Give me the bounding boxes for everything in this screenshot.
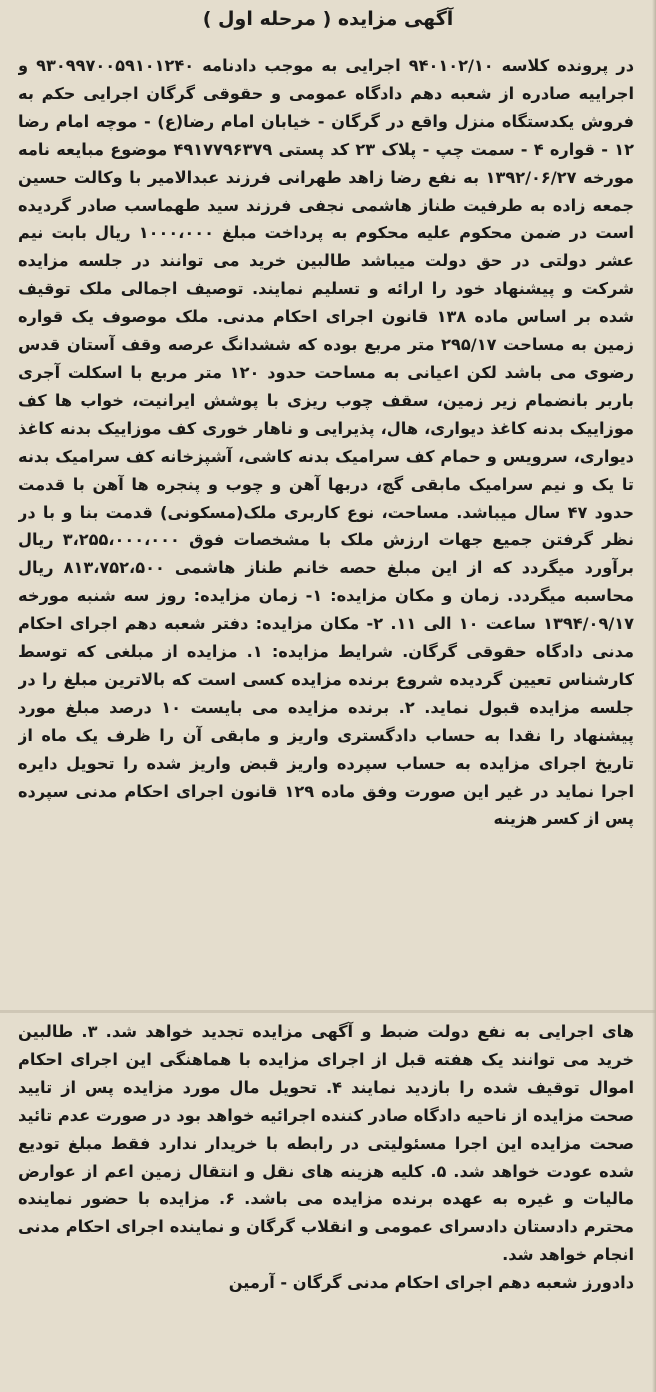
notice-body-part-2: های اجرایی به نفع دولت ضبط و آگهی مزایده تجدید خواهد شد. ۳. طالبین خرید می توانند یک هفته قبل از اجرای مزایده با هماهنگی این اجرای احکام اموال توقیف شده را بازدید نمایند ۴. تحویل مال مورد مزایده پس از تایید صحت مزایده از ناحیه دادگاه صادر کننده اجرائیه خواهد بود در صورت عدم تائید صحت مزایده این اجرا مسئولیتی در رابطه با خریدار ندارد فقط مبلغ تودیع شده عودت خواهد شد. ۵. کلیه هزینه های نقل و انتقال زمین اعم از عوارض مالیات و غیره به عهده برنده مزایده می باشد. ۶. مزایده با حضور نماینده محترم دادستان دادسرای عمومی و انقلاب گرگان و نماینده اجرای احکام مدنی انجام خواهد شد. [18,1022,634,1265]
notice-title: آگهی مزایده ( مرحله اول ) [202,8,454,30]
paper-edge [652,0,656,1392]
notice-signature: دادورز شعبه دهم اجرای احکام مدنی گرگان - آرمین [228,1273,634,1293]
notice-body-part-2-container [18,1018,634,1378]
clipping-fold-divider [0,1010,656,1013]
notice-body-part-1: در پرونده کلاسه ۹۴۰۱۰۲/۱۰ اجرایی به موجب دادنامه ۹۳۰۹۹۷۰۰۵۹۱۰۱۲۴۰ و اجراییه صادره از شعبه دهم دادگاه عمومی و حقوقی گرگان اجرایی حکم به فروش یکدستگاه منزل واقع در گرگان - خیابان امام رضا(ع) - موچه امام رضا ۱۲ - قواره ۴ - سمت چپ - پلاک ۲۳ کد پستی ۴۹۱۷۷۹۶۳۷۹ موضوع مبایعه نامه مورخه ۱۳۹۲/۰۶/۲۷ به نفع رضا زاهد طهرانی فرزند عبدالامیر با وکالت حسین جمعه زاده به طرفیت طناز هاشمی نجفی فرزند سید طهماسب صادر گردیده است در ضمن محکوم علیه محکوم به پرداخت مبلغ ۱۰۰۰،۰۰۰ ریال بابت نیم عشر دولتی در حق دولت میباشد طالبین خرید می توانند در جلسه مزایده شرکت و پیشنهاد خود را ارائه و تسلیم نمایند. توصیف اجمالی ملک توقیف شده بر اساس ماده ۱۳۸ قانون اجرای احکام مدنی. ملک موصوف یک قواره زمین به مساحت ۲۹۵/۱۷ متر مربع بوده که ششدانگ عرصه وقف آستان قدس رضوی می باشد لکن اعیانی به مساحت حدود ۱۲۰ متر مربع با اسکلت آجری باربر بانضمام زیر زمین، سقف چوب ریزی با پوشش ایرانیت، خواب ها کف موزاییک بدنه کاغذ دیواری، هال، پذیرایی و ناهار خوری کف موزاییک بدنه کاغذ دیواری، سرویس و حمام کف سرامیک بدنه کاشی، آشپزخانه کف سرامیک بدنه تا یک و نیم سرامیک مابقی گچ، دربها آهن و چوب و پنجره ها آهن با قدمت حدود ۴۷ سال میباشد. مساحت، نوع کاربری ملک(مسکونی) قدمت بنا و با در نظر گرفتن جمیع جهات ارزش ملک با مشخصات فوق ۳،۲۵۵،۰۰۰،۰۰۰ ریال برآورد میگردد که از این مبلغ حصه خانم طناز هاشمی ۸۱۳،۷۵۲،۵۰۰ ریال محاسبه میگردد. زمان و مکان مزایده: ۱- زمان مزایده: روز سه شنبه مورخه ۱۳۹۴/۰۹/۱۷ ساعت ۱۰ الی ۱۱. ۲- مکان مزایده: دفتر شعبه دهم اجرای احکام مدنی دادگاه حقوقی گرگان. شرایط مزایده: ۱. مزایده از مبلغی که توسط کارشناس تعیین گردیده شروع برنده مزایده کسی است که بالاترین مبلغ را در جلسه مزایده قبول نماید. ۲. برنده مزایده می بایست ۱۰ درصد مبلغ مورد پیشنهاد را نقدا به حساب دادگستری واریز و مابقی آن را ظرف یک ماه از تاریخ اجرای مزایده به حساب سپرده واریز قبض واریز شده را تحویل دایره اجرا نماید در غیر این صورت وفق ماده ۱۲۹ قانون اجرای احکام مدنی سپرده پس از کسر هزینه [18,56,634,829]
